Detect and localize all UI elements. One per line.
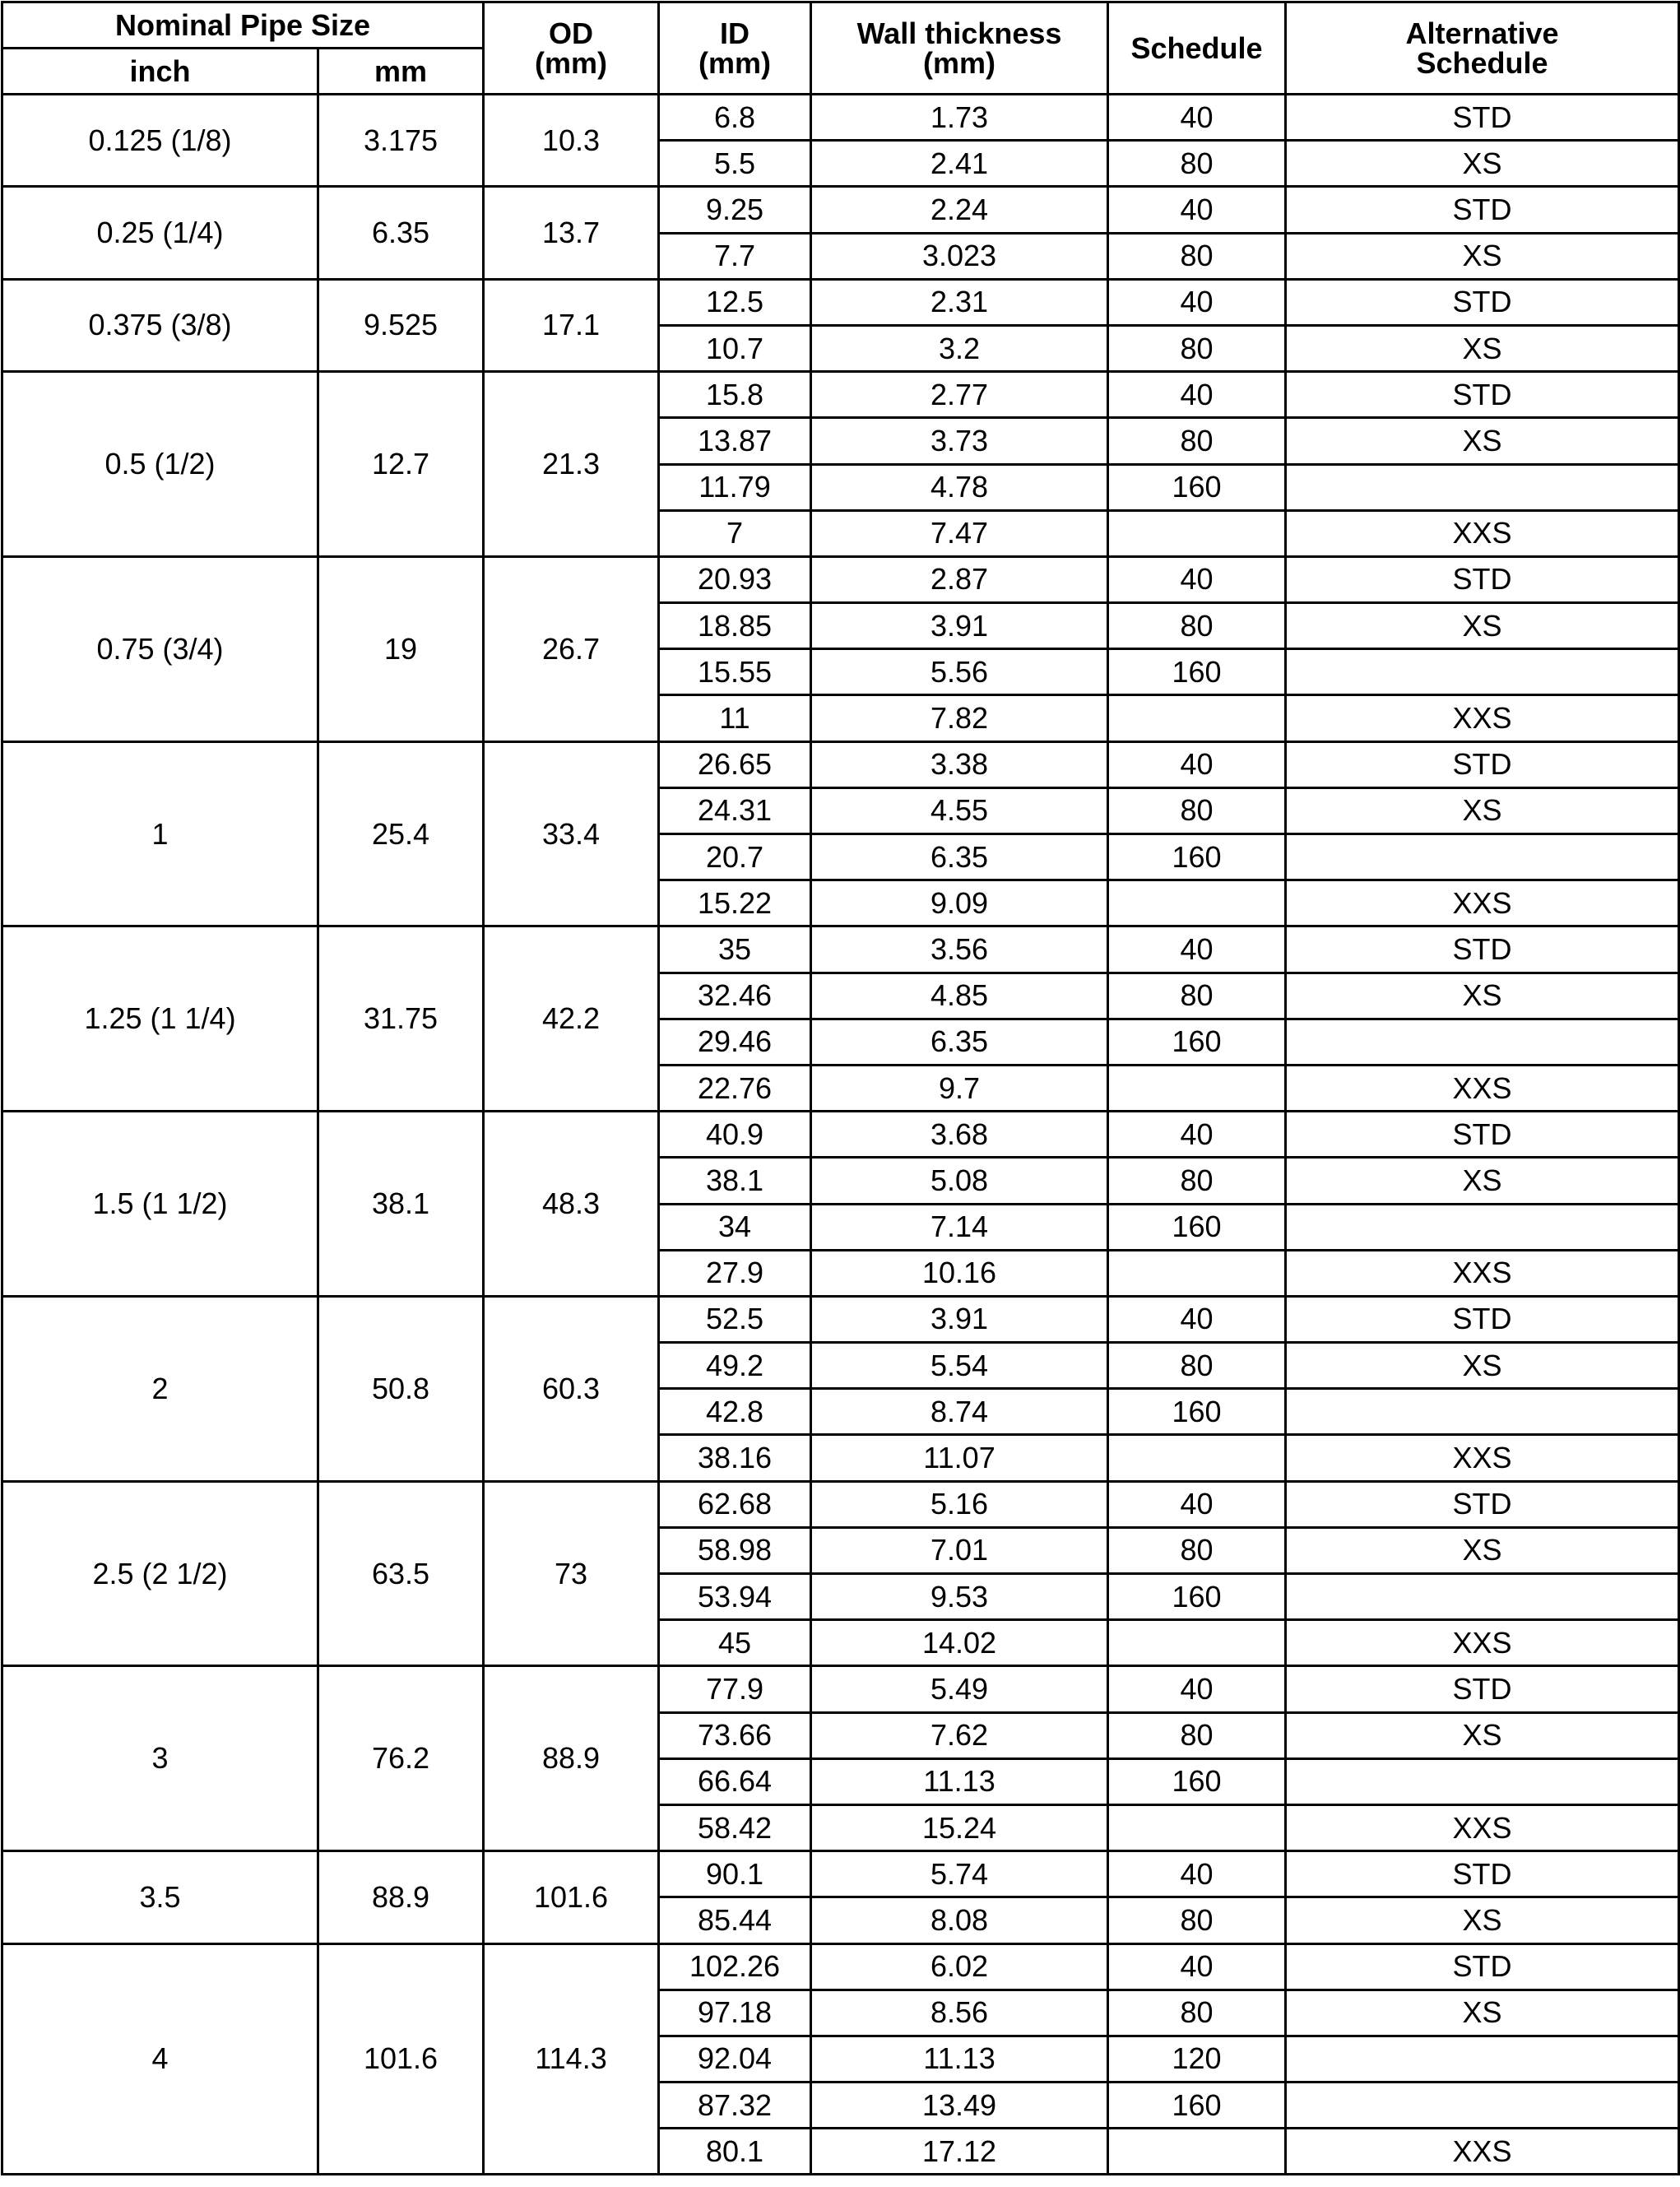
alternative-schedule-cell — [1286, 2083, 1679, 2129]
alternative-schedule-cell — [1286, 464, 1679, 510]
id-cell: 90.1 — [659, 1851, 811, 1897]
id-cell: 24.31 — [659, 787, 811, 833]
id-cell: 6.8 — [659, 95, 811, 141]
id-cell: 26.65 — [659, 741, 811, 787]
schedule-cell: 80 — [1108, 233, 1286, 279]
nominal-size-mm-cell: 31.75 — [318, 926, 484, 1112]
id-cell: 73.66 — [659, 1712, 811, 1758]
nominal-size-inch-cell: 0.25 (1/4) — [2, 187, 318, 279]
alternative-schedule-cell: STD — [1286, 1851, 1679, 1897]
alternative-schedule-cell: STD — [1286, 741, 1679, 787]
nominal-size-mm-cell: 76.2 — [318, 1666, 484, 1851]
alternative-schedule-cell: XS — [1286, 325, 1679, 371]
od-cell: 33.4 — [484, 741, 659, 926]
nominal-size-inch-cell: 1.5 (1 1/2) — [2, 1112, 318, 1297]
table-row — [2, 1943, 1679, 1990]
wall-thickness-cell: 2.87 — [811, 556, 1108, 602]
id-cell: 97.18 — [659, 1990, 811, 2036]
id-cell: 9.25 — [659, 187, 811, 233]
alternative-schedule-cell: XXS — [1286, 2129, 1679, 2175]
schedule-cell: 160 — [1108, 2083, 1286, 2129]
wall-thickness-cell: 5.16 — [811, 1481, 1108, 1527]
table-row — [2, 372, 1679, 418]
id-cell: 38.16 — [659, 1435, 811, 1481]
id-cell: 87.32 — [659, 2083, 811, 2129]
id-cell: 15.22 — [659, 880, 811, 926]
id-cell: 20.93 — [659, 556, 811, 602]
schedule-cell: 40 — [1108, 556, 1286, 602]
wall-thickness-cell: 5.56 — [811, 649, 1108, 695]
nominal-size-mm-cell: 3.175 — [318, 95, 484, 187]
id-cell: 22.76 — [659, 1065, 811, 1111]
nominal-size-inch-cell: 3 — [2, 1666, 318, 1851]
nominal-size-mm-cell: 19 — [318, 556, 484, 741]
od-cell: 88.9 — [484, 1666, 659, 1851]
table-row — [2, 1481, 1679, 1527]
pipe-schedule-table — [1, 1, 1680, 2175]
schedule-cell: 80 — [1108, 418, 1286, 464]
alternative-schedule-cell: XS — [1286, 973, 1679, 1019]
id-cell: 7.7 — [659, 233, 811, 279]
od-cell: 114.3 — [484, 1943, 659, 2175]
wall-thickness-cell: 8.56 — [811, 1990, 1108, 2036]
alternative-schedule-cell: STD — [1286, 1112, 1679, 1158]
wall-thickness-cell: 7.82 — [811, 695, 1108, 741]
od-header — [484, 2, 659, 95]
wall-thickness-cell: 2.31 — [811, 279, 1108, 325]
wall-thickness-cell: 7.62 — [811, 1712, 1108, 1758]
wall-thickness-cell: 2.41 — [811, 141, 1108, 187]
id-cell: 45 — [659, 1620, 811, 1666]
nominal-size-mm-cell: 9.525 — [318, 279, 484, 371]
id-cell: 58.42 — [659, 1804, 811, 1850]
schedule-cell: 80 — [1108, 1712, 1286, 1758]
alternative-schedule-cell: XXS — [1286, 510, 1679, 556]
schedule-cell: 80 — [1108, 603, 1286, 649]
wall-thickness-cell: 9.7 — [811, 1065, 1108, 1111]
wall-thickness-cell: 3.91 — [811, 1296, 1108, 1342]
id-cell: 7 — [659, 510, 811, 556]
wall-thickness-cell: 15.24 — [811, 1804, 1108, 1850]
wall-thickness-cell: 4.85 — [811, 973, 1108, 1019]
nominal-size-mm-cell: 6.35 — [318, 187, 484, 279]
alternative-schedule-cell — [1286, 1204, 1679, 1250]
table-row — [2, 1666, 1679, 1712]
wall-thickness-header-unit: (mm) — [923, 45, 996, 80]
wall-thickness-cell: 3.73 — [811, 418, 1108, 464]
id-cell: 52.5 — [659, 1296, 811, 1342]
id-cell: 29.46 — [659, 1019, 811, 1065]
nominal-size-inch-cell: 0.75 (3/4) — [2, 556, 318, 741]
schedule-cell: 160 — [1108, 464, 1286, 510]
alternative-schedule-cell: XXS — [1286, 1804, 1679, 1850]
table-row — [2, 1112, 1679, 1158]
schedule-cell: 80 — [1108, 787, 1286, 833]
wall-thickness-cell: 9.09 — [811, 880, 1108, 926]
nominal-size-inch-cell: 0.5 (1/2) — [2, 372, 318, 557]
nominal-size-inch-cell: 2.5 (2 1/2) — [2, 1481, 318, 1666]
wall-thickness-cell: 3.68 — [811, 1112, 1108, 1158]
wall-thickness-cell: 4.78 — [811, 464, 1108, 510]
alternative-schedule-cell: XS — [1286, 1897, 1679, 1943]
alternative-schedule-cell — [1286, 2036, 1679, 2082]
alternative-schedule-cell: STD — [1286, 1943, 1679, 1990]
wall-thickness-cell: 11.13 — [811, 1758, 1108, 1804]
wall-thickness-cell: 3.2 — [811, 325, 1108, 371]
nominal-size-inch-cell: 4 — [2, 1943, 318, 2175]
schedule-cell: 160 — [1108, 649, 1286, 695]
alternative-schedule-cell: XS — [1286, 233, 1679, 279]
schedule-header: Schedule — [1108, 2, 1286, 95]
schedule-cell: 160 — [1108, 1019, 1286, 1065]
od-header-label: OD — [549, 16, 594, 50]
id-cell: 15.55 — [659, 649, 811, 695]
wall-thickness-cell: 1.73 — [811, 95, 1108, 141]
alternative-schedule-cell: XS — [1286, 141, 1679, 187]
alternative-schedule-header — [1286, 2, 1679, 95]
schedule-cell — [1108, 1804, 1286, 1850]
table-row — [2, 556, 1679, 602]
schedule-cell — [1108, 1620, 1286, 1666]
nominal-size-inch-cell: 0.125 (1/8) — [2, 95, 318, 187]
alternative-schedule-cell: XXS — [1286, 880, 1679, 926]
wall-thickness-cell: 13.49 — [811, 2083, 1108, 2129]
alternative-schedule-header-line1: Alternative — [1405, 16, 1559, 50]
wall-thickness-cell: 5.49 — [811, 1666, 1108, 1712]
id-cell: 10.7 — [659, 325, 811, 371]
wall-thickness-cell: 5.08 — [811, 1158, 1108, 1204]
od-cell: 73 — [484, 1481, 659, 1666]
id-header — [659, 2, 811, 95]
wall-thickness-cell: 9.53 — [811, 1574, 1108, 1620]
id-cell: 77.9 — [659, 1666, 811, 1712]
alternative-schedule-cell: STD — [1286, 279, 1679, 325]
od-cell: 17.1 — [484, 279, 659, 371]
wall-thickness-cell: 6.35 — [811, 1019, 1108, 1065]
table-row — [2, 95, 1679, 141]
alternative-schedule-cell: XXS — [1286, 1065, 1679, 1111]
alternative-schedule-cell: XS — [1286, 1990, 1679, 2036]
wall-thickness-cell: 5.54 — [811, 1343, 1108, 1389]
table-row — [2, 1851, 1679, 1897]
schedule-cell — [1108, 2129, 1286, 2175]
alternative-schedule-header-line2: Schedule — [1416, 45, 1548, 80]
nominal-pipe-size-header: Nominal Pipe Size — [2, 2, 484, 49]
schedule-cell — [1108, 1250, 1286, 1296]
schedule-cell: 80 — [1108, 973, 1286, 1019]
id-cell: 13.87 — [659, 418, 811, 464]
od-cell: 21.3 — [484, 372, 659, 557]
id-cell: 18.85 — [659, 603, 811, 649]
table-header — [2, 2, 1679, 95]
schedule-cell: 80 — [1108, 1527, 1286, 1573]
schedule-cell: 40 — [1108, 926, 1286, 973]
wall-thickness-cell: 10.16 — [811, 1250, 1108, 1296]
alternative-schedule-cell: STD — [1286, 1666, 1679, 1712]
id-cell: 66.64 — [659, 1758, 811, 1804]
wall-thickness-cell: 7.01 — [811, 1527, 1108, 1573]
nominal-size-mm-cell: 88.9 — [318, 1851, 484, 1943]
id-cell: 40.9 — [659, 1112, 811, 1158]
id-cell: 15.8 — [659, 372, 811, 418]
nominal-size-inch-cell: 1.25 (1 1/4) — [2, 926, 318, 1112]
schedule-cell — [1108, 1065, 1286, 1111]
nominal-size-inch-cell: 1 — [2, 741, 318, 926]
schedule-cell: 40 — [1108, 1112, 1286, 1158]
alternative-schedule-cell: XXS — [1286, 1250, 1679, 1296]
id-cell: 32.46 — [659, 973, 811, 1019]
schedule-cell: 40 — [1108, 1666, 1286, 1712]
id-cell: 11.79 — [659, 464, 811, 510]
wall-thickness-cell: 7.47 — [811, 510, 1108, 556]
nominal-size-mm-cell: 38.1 — [318, 1112, 484, 1297]
mm-header: mm — [318, 49, 484, 95]
wall-thickness-cell: 6.02 — [811, 1943, 1108, 1990]
schedule-cell: 80 — [1108, 141, 1286, 187]
alternative-schedule-cell: XXS — [1286, 1435, 1679, 1481]
wall-thickness-header — [811, 2, 1108, 95]
schedule-cell: 40 — [1108, 1481, 1286, 1527]
alternative-schedule-cell — [1286, 1758, 1679, 1804]
id-cell: 34 — [659, 1204, 811, 1250]
alternative-schedule-cell: STD — [1286, 372, 1679, 418]
wall-thickness-cell: 3.38 — [811, 741, 1108, 787]
nominal-size-mm-cell: 25.4 — [318, 741, 484, 926]
wall-thickness-cell: 3.91 — [811, 603, 1108, 649]
table-row — [2, 187, 1679, 233]
id-cell: 5.5 — [659, 141, 811, 187]
alternative-schedule-cell: XS — [1286, 1527, 1679, 1573]
wall-thickness-cell: 2.77 — [811, 372, 1108, 418]
id-cell: 80.1 — [659, 2129, 811, 2175]
id-cell: 102.26 — [659, 1943, 811, 1990]
alternative-schedule-cell: STD — [1286, 187, 1679, 233]
id-cell: 20.7 — [659, 834, 811, 880]
nominal-size-mm-cell: 101.6 — [318, 1943, 484, 2175]
id-cell: 35 — [659, 926, 811, 973]
wall-thickness-cell: 17.12 — [811, 2129, 1108, 2175]
id-header-label: ID — [720, 16, 750, 50]
alternative-schedule-cell: STD — [1286, 1296, 1679, 1342]
schedule-cell: 40 — [1108, 279, 1286, 325]
nominal-size-mm-cell: 12.7 — [318, 372, 484, 557]
schedule-cell: 160 — [1108, 1389, 1286, 1435]
nominal-size-inch-cell: 0.375 (3/8) — [2, 279, 318, 371]
wall-thickness-cell: 4.55 — [811, 787, 1108, 833]
alternative-schedule-cell: XS — [1286, 1712, 1679, 1758]
od-cell: 60.3 — [484, 1296, 659, 1481]
id-cell: 58.98 — [659, 1527, 811, 1573]
nominal-size-mm-cell: 63.5 — [318, 1481, 484, 1666]
alternative-schedule-cell: XXS — [1286, 1620, 1679, 1666]
alternative-schedule-cell — [1286, 1389, 1679, 1435]
id-cell: 92.04 — [659, 2036, 811, 2082]
id-header-unit: (mm) — [698, 45, 772, 80]
id-cell: 49.2 — [659, 1343, 811, 1389]
schedule-cell: 120 — [1108, 2036, 1286, 2082]
alternative-schedule-cell: XXS — [1286, 695, 1679, 741]
schedule-cell: 80 — [1108, 1158, 1286, 1204]
wall-thickness-cell: 8.74 — [811, 1389, 1108, 1435]
schedule-cell: 160 — [1108, 834, 1286, 880]
wall-thickness-cell: 8.08 — [811, 1897, 1108, 1943]
alternative-schedule-cell: STD — [1286, 556, 1679, 602]
id-cell: 42.8 — [659, 1389, 811, 1435]
table-row — [2, 279, 1679, 325]
schedule-cell: 40 — [1108, 1296, 1286, 1342]
id-cell: 85.44 — [659, 1897, 811, 1943]
od-cell: 101.6 — [484, 1851, 659, 1943]
schedule-cell — [1108, 695, 1286, 741]
id-cell: 38.1 — [659, 1158, 811, 1204]
alternative-schedule-cell: XS — [1286, 418, 1679, 464]
wall-thickness-cell: 14.02 — [811, 1620, 1108, 1666]
schedule-cell: 40 — [1108, 1851, 1286, 1897]
id-cell: 11 — [659, 695, 811, 741]
id-cell: 53.94 — [659, 1574, 811, 1620]
wall-thickness-cell: 5.74 — [811, 1851, 1108, 1897]
schedule-cell — [1108, 880, 1286, 926]
schedule-cell: 80 — [1108, 325, 1286, 371]
id-cell: 62.68 — [659, 1481, 811, 1527]
alternative-schedule-cell: XS — [1286, 787, 1679, 833]
schedule-cell: 160 — [1108, 1758, 1286, 1804]
alternative-schedule-cell: STD — [1286, 95, 1679, 141]
schedule-cell: 80 — [1108, 1343, 1286, 1389]
od-cell: 13.7 — [484, 187, 659, 279]
id-cell: 12.5 — [659, 279, 811, 325]
od-cell: 10.3 — [484, 95, 659, 187]
alternative-schedule-cell — [1286, 649, 1679, 695]
wall-thickness-cell: 7.14 — [811, 1204, 1108, 1250]
alternative-schedule-cell — [1286, 1574, 1679, 1620]
alternative-schedule-cell: XS — [1286, 603, 1679, 649]
wall-thickness-cell: 6.35 — [811, 834, 1108, 880]
table-row — [2, 741, 1679, 787]
alternative-schedule-cell: XS — [1286, 1158, 1679, 1204]
alternative-schedule-cell — [1286, 1019, 1679, 1065]
od-cell: 42.2 — [484, 926, 659, 1112]
table-body — [2, 95, 1679, 2175]
schedule-cell: 80 — [1108, 1990, 1286, 2036]
schedule-cell: 40 — [1108, 187, 1286, 233]
wall-thickness-header-label: Wall thickness — [856, 16, 1062, 50]
alternative-schedule-cell — [1286, 834, 1679, 880]
alternative-schedule-cell: STD — [1286, 926, 1679, 973]
od-cell: 26.7 — [484, 556, 659, 741]
wall-thickness-cell: 2.24 — [811, 187, 1108, 233]
nominal-size-mm-cell: 50.8 — [318, 1296, 484, 1481]
table-row — [2, 926, 1679, 973]
schedule-cell — [1108, 1435, 1286, 1481]
alternative-schedule-cell: STD — [1286, 1481, 1679, 1527]
wall-thickness-cell: 3.023 — [811, 233, 1108, 279]
wall-thickness-cell: 3.56 — [811, 926, 1108, 973]
schedule-cell: 40 — [1108, 372, 1286, 418]
schedule-cell: 160 — [1108, 1204, 1286, 1250]
schedule-cell: 80 — [1108, 1897, 1286, 1943]
schedule-cell: 160 — [1108, 1574, 1286, 1620]
schedule-cell — [1108, 510, 1286, 556]
od-cell: 48.3 — [484, 1112, 659, 1297]
wall-thickness-cell: 11.07 — [811, 1435, 1108, 1481]
nominal-size-inch-cell: 3.5 — [2, 1851, 318, 1943]
id-cell: 27.9 — [659, 1250, 811, 1296]
inch-header: inch — [2, 49, 318, 95]
schedule-cell: 40 — [1108, 95, 1286, 141]
table-row — [2, 1296, 1679, 1342]
schedule-cell: 40 — [1108, 741, 1286, 787]
nominal-size-inch-cell: 2 — [2, 1296, 318, 1481]
wall-thickness-cell: 11.13 — [811, 2036, 1108, 2082]
schedule-cell: 40 — [1108, 1943, 1286, 1990]
alternative-schedule-cell: XS — [1286, 1343, 1679, 1389]
od-header-unit: (mm) — [535, 45, 608, 80]
